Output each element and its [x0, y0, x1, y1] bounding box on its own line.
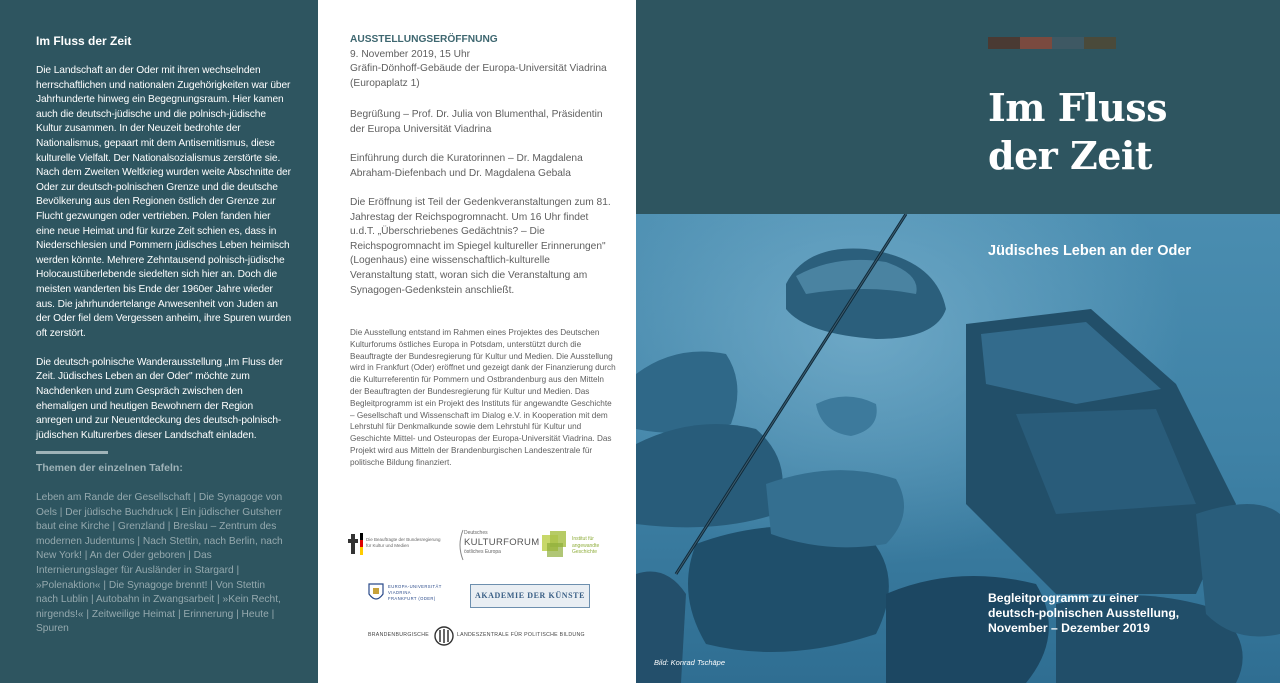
- color-bars: [988, 37, 1116, 49]
- opening-info: [350, 33, 612, 91]
- greeting-block: [350, 108, 612, 137]
- ifag-logo: [542, 529, 612, 563]
- bkm-text-2: für Kultur und Medien: [366, 543, 410, 548]
- divider-rule: [36, 451, 108, 454]
- main-title: [988, 84, 1167, 180]
- introduction-block: [350, 152, 612, 181]
- main-title-line-1: Im Fluss: [988, 85, 1168, 130]
- university-seal-icon: [368, 582, 384, 604]
- event-block: [350, 196, 612, 298]
- intro-paragraph-2: Die deutsch-polnische Wanderausstellung „Im Fluss der Zeit. Jüdisches Leben an der Oder" möchte zum Nachdenken und zum Gespräch zwischen den ehemaligen und heutigen Bewohnern der Region anregen und zur Neuentdeckung des deutsch-polnisch-jüdischen Kulturerbes dieser Landschaft einladen.: [36, 356, 283, 441]
- opening-venue: Gräfin-Dönhoff-Gebäude der Europa-Universität Viadrina (Europaplatz 1): [350, 63, 607, 89]
- river-rocks-photo: [636, 214, 1280, 683]
- opening-date: 9. November 2019, 15 Uhr: [350, 48, 471, 60]
- ifag-text-2: angewandte: [572, 542, 600, 549]
- color-bar-1: [988, 37, 1020, 49]
- blzpb-emblem-icon: [434, 626, 454, 646]
- color-bar-2: [1020, 37, 1052, 49]
- bracket-icon: [456, 529, 464, 561]
- kulturforum-text-3: östliches Europa: [464, 549, 501, 555]
- intro-paragraph-1: Die Landschaft an der Oder mit ihren wechselnden herrschaftlichen und nationalen Zugehörigkeiten war über Jahrhunderte hinweg ein Begegnungsraum. Hier kamen auch die deutsch-jüdische und die polnisch-jüdische Kultur zusammen. In der Neuzeit bedrohte der Nationalismus, gepaart mit dem Antisemitismus, diese kulturelle Vielfalt. Der Nationalsozialismus zerstörte sie. Nach dem Zweiten Weltkrieg wurden weite Abschnitte der Oder zur deutsch-polnischen Grenze und die deutsche Bevölkerung aus den Regionen östlich der Grenze zur Flucht gezwungen oder vertrieben. Polen fanden hier eine neue Heimat und für kurze Zeit schien es, dass in Niederschlesien und Pommern jüdisches Leben heimisch werden könnte. Mehrere Zehntausend polnisch-jüdische Holocaustüberlebende siedelten sich hier an. Doch die meisten wanderten bis Ende der 1960er Jahre wieder aus. Die jahrhundertelange Anwesenheit von Juden an der Oder fiel dem Vergessen anheim, ihre Spuren wurden oft zerstört.: [36, 65, 292, 339]
- blzpb-text-right: LANDESZENTRALE FÜR POLITISCHE BILDUNG: [457, 632, 585, 638]
- ifag-square-icon: [542, 531, 568, 559]
- eagle-icon: [348, 533, 358, 555]
- flag-stripe-icon: [360, 533, 363, 555]
- left-title: Im Fluss der Zeit: [36, 34, 132, 48]
- blzpb-text-left: BRANDENBURGISCHE: [368, 632, 430, 638]
- color-bar-4: [1084, 37, 1116, 49]
- kulturforum-logo: [456, 527, 540, 563]
- kulturforum-text-1: Deutsches: [464, 530, 488, 536]
- description-line-3: November – Dezember 2019: [988, 621, 1150, 635]
- credits-block: [350, 327, 616, 469]
- opening-heading: AUSSTELLUNGSERÖFFNUNG: [350, 34, 498, 45]
- ifag-text-3: Geschichte: [572, 549, 598, 555]
- middle-panel: [318, 0, 636, 683]
- themes-list: Leben am Rande der Gesellschaft | Die Synagoge von Oels | Der jüdische Buchdruck | Ein jüdischer Gutsherr baut eine Kirche | Grenzland | Breslau – Zentrum des modernen Judentums | Nach Stettin, nach Berlin, nach New York! | An der Oder geboren | Das Internierungslager für Ausländer in Stargard | »Polenaktion« | Die Synagoge brennt! | Von Stettin nach Lublin | Autobahn in Zwangsarbeit | »Kein Recht, nirgends!« | Zeitweilige Heimat | Erinnerung | Heute | Spuren: [36, 492, 283, 635]
- program-description: [988, 591, 1179, 636]
- introduction-text: Einführung durch die Kuratorinnen – Dr. Magdalena Abraham-Diefenbach und Dr. Magdalena Gebala: [350, 153, 583, 179]
- themes-heading: Themen der einzelnen Tafeln:: [36, 462, 183, 474]
- adk-logo: [470, 584, 590, 608]
- viadrina-text-2: VIADRINA: [388, 590, 411, 595]
- photo-credit: Bild: Konrad Tschäpe: [654, 658, 726, 667]
- bkm-logo: [348, 533, 448, 557]
- viadrina-text-1: EUROPA-UNIVERSITÄT: [388, 584, 442, 589]
- ifag-text-1: Institut für: [572, 536, 594, 542]
- blzpb-logo: [368, 624, 598, 648]
- color-bar-3: [1052, 37, 1084, 49]
- adk-text: AKADEMIE DER KÜNSTE: [474, 591, 586, 600]
- left-panel: [0, 0, 318, 683]
- description-line-2: deutsch-polnischen Ausstellung,: [988, 606, 1180, 620]
- greeting-text: Begrüßung – Prof. Dr. Julia von Blumenthal, Präsidentin der Europa Universität Viadrina: [350, 109, 603, 135]
- bkm-text-1: Die Beauftragte der Bundesregierung: [366, 537, 441, 542]
- credits-text: Die Ausstellung entstand im Rahmen eines Projektes des Deutschen Kulturforums östliches Europa in Potsdam, unterstützt durch die Beauftragte der Bundesregierung für Kultur und Medien. Die Ausstellung wird in Frankfurt (Oder) eröffnet und gezeigt dank der Finanzierung durch die Kulturreferentin für Pommern und Ostbrandenburg aus den Mitteln der Beauftragten der Bundesregierung für Kultur und Medien. Das Begleitprogramm ist ein Projekt des Instituts für angewandte Geschichte – Gesellschaft und Wissenschaft im Dialog e.V. in Kooperation mit dem Lehrstuhl für Denkmalkunde sowie dem Lehrstuhl für Kultur und Geschichte Mittel- und Osteuropas der Europa-Universität Viadrina. Das Projekt wird aus Mitteln der Brandenburgischen Landeszentrale für politische Bildung finanziert.: [350, 328, 616, 467]
- description-line-1: Begleitprogramm zu einer: [988, 591, 1139, 605]
- viadrina-text-3: FRANKFURT (ODER): [388, 596, 436, 601]
- intro-text: [36, 64, 292, 458]
- right-panel: [636, 0, 1280, 683]
- event-text: Die Eröffnung ist Teil der Gedenkveranstaltungen zum 81. Jahrestag der Reichspogromnacht. Um 16 Uhr findet u.d.T. „Überschriebenes Gedächtnis? – Die Reichspogromnacht im Spiegel kultureller Erinnerungen" (Logenhaus) eine wissenschaftlich-kulturelle Veranstaltung statt, woran sich die Veranstaltung am Synagogen-Gedenkstein anschließt.: [350, 197, 611, 296]
- viadrina-logo: [368, 580, 458, 606]
- kulturforum-text-2: KULTURFORUM: [464, 537, 540, 548]
- main-title-line-2: der Zeit: [988, 133, 1152, 178]
- subtitle: Jüdisches Leben an der Oder: [988, 243, 1192, 259]
